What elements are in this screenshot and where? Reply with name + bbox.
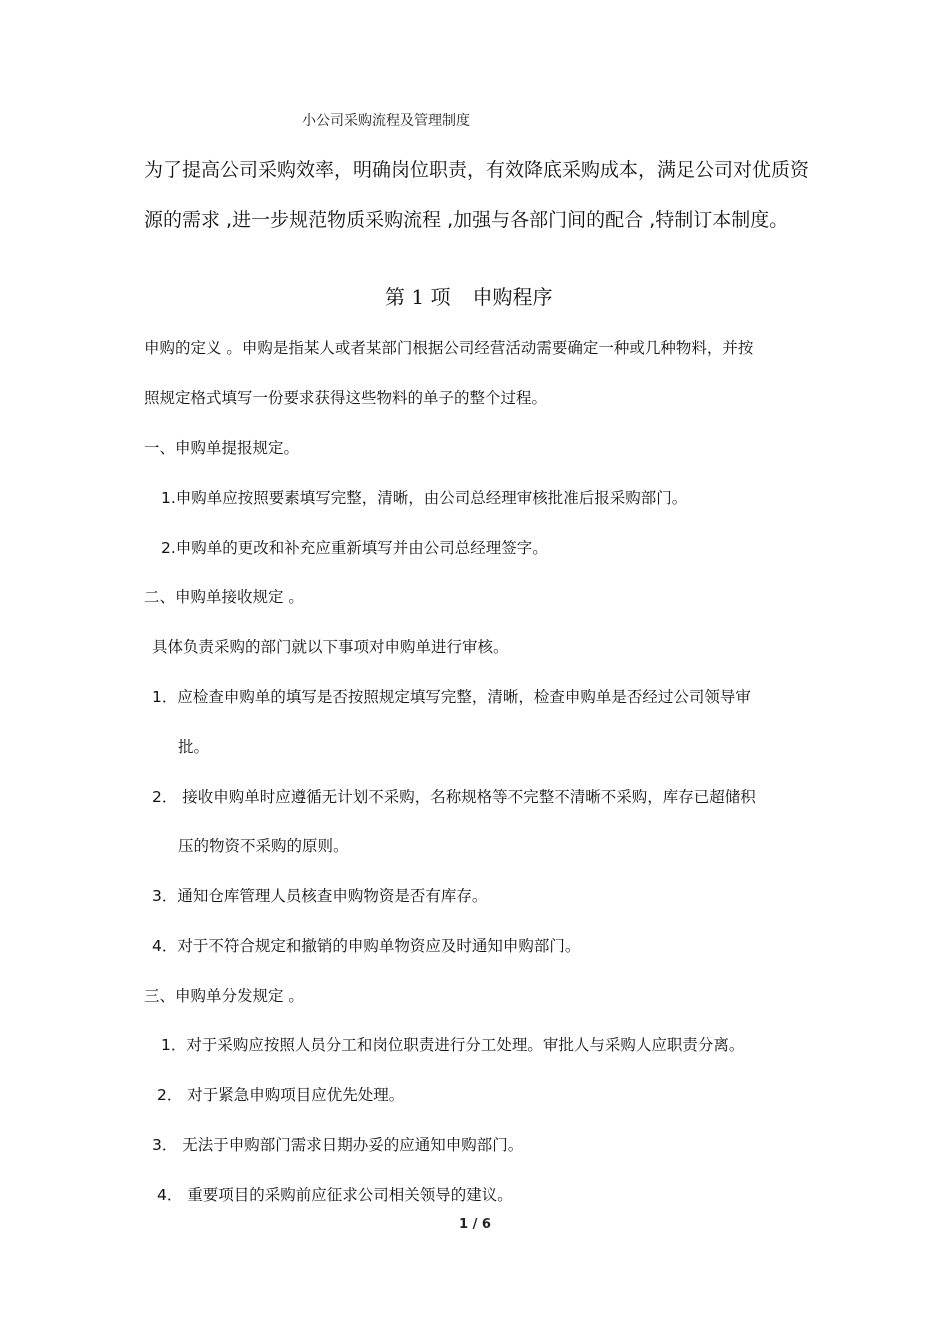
list-item: 2． 接收申购单时应遵循无计划不采购，名称规格等不完整不清晰不采购，库存已超储积 <box>152 788 756 806</box>
definition-line: 照规定格式填写一份要求获得这些物料的单子的整个过程。 <box>144 389 548 407</box>
section-number: 第 1 项 <box>385 285 451 309</box>
section-heading <box>385 281 552 310</box>
list-item: 1.申购单应按照要素填写完整，清晰，由公司总经理审核批准后报采购部门。 <box>161 489 688 507</box>
list-item-continuation: 压的物资不采购的原则。 <box>178 837 349 855</box>
list-item: 4． 重要项目的采购前应征求公司相关领导的建议。 <box>157 1186 513 1204</box>
subsection-heading: 三、申购单分发规定 。 <box>144 987 304 1005</box>
intro-line: 源的需求 ,进一步规范物质采购流程 ,加强与各部门间的配合 ,特制订本制度。 <box>144 209 789 231</box>
intro-line: 为了提高公司采购效率，明确岗位职责，有效降底采购成本，满足公司对优质资 <box>144 159 810 181</box>
list-item: 2． 对于紧急申购项目应优先处理。 <box>157 1086 405 1104</box>
document-title: 小公司采购流程及管理制度 <box>302 113 470 129</box>
section-name: 申购程序 <box>472 285 553 309</box>
list-item: 2.申购单的更改和补充应重新填写并由公司总经理签字。 <box>161 539 548 557</box>
list-item: 1．对于采购应按照人员分工和岗位职责进行分工处理。审批人与采购人应职责分离。 <box>161 1036 745 1054</box>
subsection-heading: 二、申购单接收规定 。 <box>144 588 304 606</box>
list-item-continuation: 批。 <box>178 738 210 756</box>
list-item: 4．对于不符合规定和撤销的申购单物资应及时通知申购部门。 <box>152 937 581 955</box>
paragraph-line: 具体负责采购的部门就以下事项对申购单进行审核。 <box>152 638 509 656</box>
subsection-heading: 一、申购单提报规定。 <box>144 439 300 457</box>
intro-paragraph <box>144 145 824 245</box>
list-item: 1．应检查申购单的填写是否按照规定填写完整，清晰，检查申购单是否经过公司领导审 <box>152 688 751 706</box>
list-item: 3． 无法于申购部门需求日期办妥的应通知申购部门。 <box>152 1136 524 1154</box>
list-item: 3．通知仓库管理人员核查申购物资是否有库存。 <box>152 887 488 905</box>
definition-line: 申购的定义 。申购是指某人或者某部门根据公司经营活动需要确定一种或几种物料，并按 <box>144 339 754 357</box>
page-indicator: 1 / 6 <box>459 1217 491 1232</box>
